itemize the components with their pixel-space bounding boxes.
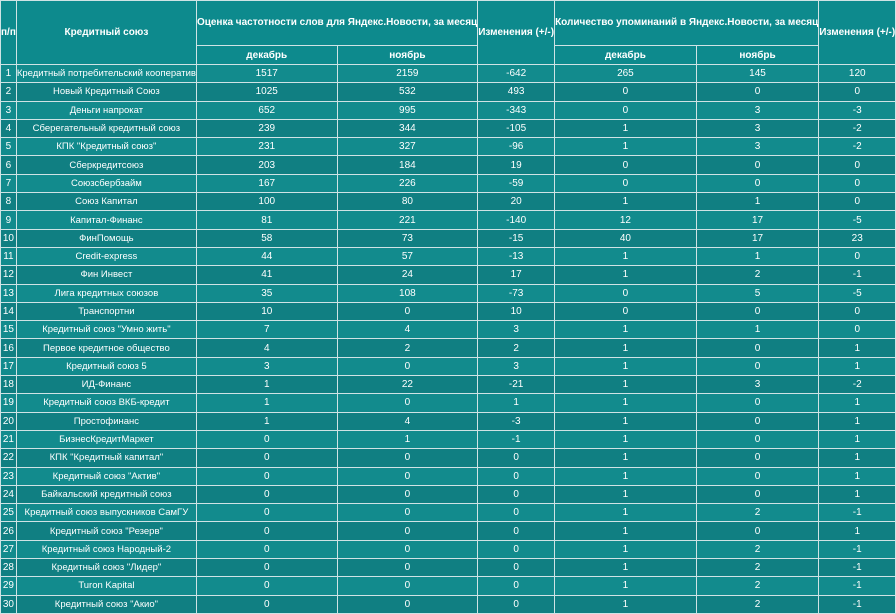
cell-freq-dec: 0 (196, 559, 337, 577)
cell-name: Простофинанс (16, 412, 196, 430)
cell-mentions-change: -2 (819, 138, 896, 156)
cell-name: Новый Кредитный Союз (16, 83, 196, 101)
cell-freq-change: 0 (478, 559, 555, 577)
cell-mentions-nov: 2 (696, 559, 819, 577)
cell-freq-nov: 22 (337, 376, 478, 394)
header-freq-group: Оценка частотности слов для Яндекс.Новости, за месяц (196, 1, 477, 46)
cell-freq-change: -96 (478, 138, 555, 156)
cell-freq-dec: 1517 (196, 65, 337, 83)
cell-freq-dec: 0 (196, 595, 337, 613)
cell-num: 4 (1, 119, 17, 137)
cell-freq-change: -73 (478, 284, 555, 302)
cell-freq-change: 20 (478, 193, 555, 211)
cell-freq-nov: 1 (337, 430, 478, 448)
cell-freq-change: 19 (478, 156, 555, 174)
cell-name: Лига кредитных союзов (16, 284, 196, 302)
table-row (1, 247, 896, 265)
cell-name: Кредитный союз "Лидер" (16, 559, 196, 577)
cell-mentions-nov: 1 (696, 321, 819, 339)
cell-name: Союз Капитал (16, 193, 196, 211)
cell-mentions-dec: 1 (555, 485, 697, 503)
cell-num: 22 (1, 449, 17, 467)
cell-mentions-nov: 0 (696, 430, 819, 448)
cell-num: 12 (1, 266, 17, 284)
cell-mentions-change: 0 (819, 321, 896, 339)
cell-freq-nov: 0 (337, 357, 478, 375)
cell-mentions-nov: 0 (696, 174, 819, 192)
cell-mentions-change: 1 (819, 412, 896, 430)
cell-name: Turon Kapital (16, 577, 196, 595)
table-body (1, 65, 896, 614)
cell-num: 19 (1, 394, 17, 412)
cell-freq-dec: 167 (196, 174, 337, 192)
cell-mentions-change: 0 (819, 193, 896, 211)
cell-freq-nov: 0 (337, 449, 478, 467)
cell-mentions-nov: 2 (696, 595, 819, 613)
cell-mentions-dec: 1 (555, 412, 697, 430)
cell-mentions-nov: 3 (696, 376, 819, 394)
cell-num: 30 (1, 595, 17, 613)
table-row (1, 394, 896, 412)
cell-name: Credit-express (16, 247, 196, 265)
cell-freq-change: -59 (478, 174, 555, 192)
cell-num: 18 (1, 376, 17, 394)
table-row (1, 376, 896, 394)
cell-name: Кредитный союз "Резерв" (16, 522, 196, 540)
cell-freq-nov: 0 (337, 467, 478, 485)
cell-freq-change: 2 (478, 339, 555, 357)
cell-freq-dec: 0 (196, 540, 337, 558)
table-row (1, 119, 896, 137)
cell-num: 29 (1, 577, 17, 595)
cell-num: 13 (1, 284, 17, 302)
cell-freq-nov: 0 (337, 577, 478, 595)
cell-mentions-nov: 3 (696, 101, 819, 119)
cell-freq-dec: 0 (196, 430, 337, 448)
cell-freq-change: -1 (478, 430, 555, 448)
cell-freq-change: 0 (478, 467, 555, 485)
cell-mentions-change: -1 (819, 540, 896, 558)
cell-freq-dec: 44 (196, 247, 337, 265)
table-row (1, 229, 896, 247)
cell-freq-change: -140 (478, 211, 555, 229)
cell-mentions-dec: 0 (555, 83, 697, 101)
cell-mentions-change: 0 (819, 156, 896, 174)
cell-num: 6 (1, 156, 17, 174)
cell-name: Байкальский кредитный союз (16, 485, 196, 503)
cell-mentions-dec: 1 (555, 193, 697, 211)
cell-mentions-nov: 3 (696, 119, 819, 137)
cell-num: 16 (1, 339, 17, 357)
cell-mentions-change: -3 (819, 101, 896, 119)
cell-mentions-change: 0 (819, 302, 896, 320)
cell-num: 5 (1, 138, 17, 156)
cell-freq-nov: 221 (337, 211, 478, 229)
table-row (1, 211, 896, 229)
cell-name: Сберкредитсоюз (16, 156, 196, 174)
cell-mentions-nov: 0 (696, 302, 819, 320)
cell-mentions-dec: 1 (555, 540, 697, 558)
cell-freq-dec: 7 (196, 321, 337, 339)
cell-freq-nov: 80 (337, 193, 478, 211)
cell-name: Капитал-Финанс (16, 211, 196, 229)
cell-mentions-dec: 1 (555, 266, 697, 284)
cell-mentions-dec: 1 (555, 357, 697, 375)
cell-mentions-dec: 265 (555, 65, 697, 83)
table-row (1, 321, 896, 339)
cell-mentions-change: 1 (819, 485, 896, 503)
cell-mentions-change: 1 (819, 522, 896, 540)
cell-name: Первое кредитное общество (16, 339, 196, 357)
cell-mentions-nov: 1 (696, 193, 819, 211)
table-row (1, 266, 896, 284)
cell-num: 15 (1, 321, 17, 339)
cell-freq-nov: 0 (337, 302, 478, 320)
cell-mentions-change: 1 (819, 339, 896, 357)
cell-mentions-dec: 40 (555, 229, 697, 247)
cell-mentions-nov: 0 (696, 412, 819, 430)
cell-mentions-nov: 145 (696, 65, 819, 83)
cell-num: 3 (1, 101, 17, 119)
table-row (1, 357, 896, 375)
cell-mentions-dec: 1 (555, 577, 697, 595)
cell-mentions-dec: 1 (555, 119, 697, 137)
cell-mentions-change: 1 (819, 357, 896, 375)
cell-mentions-change: -1 (819, 577, 896, 595)
cell-freq-change: -343 (478, 101, 555, 119)
cell-mentions-change: -1 (819, 559, 896, 577)
cell-mentions-dec: 1 (555, 430, 697, 448)
cell-num: 17 (1, 357, 17, 375)
table-row (1, 83, 896, 101)
cell-mentions-nov: 1 (696, 247, 819, 265)
cell-mentions-dec: 0 (555, 174, 697, 192)
table-row (1, 540, 896, 558)
cell-mentions-nov: 17 (696, 211, 819, 229)
cell-name: Фин Инвест (16, 266, 196, 284)
cell-freq-dec: 1 (196, 412, 337, 430)
cell-freq-dec: 1 (196, 394, 337, 412)
cell-mentions-dec: 1 (555, 467, 697, 485)
cell-freq-nov: 532 (337, 83, 478, 101)
cell-mentions-nov: 2 (696, 540, 819, 558)
cell-freq-change: 0 (478, 504, 555, 522)
header-freq-nov: ноябрь (337, 46, 478, 65)
cell-mentions-dec: 0 (555, 101, 697, 119)
header-mentions-nov: ноябрь (696, 46, 819, 65)
cell-freq-nov: 0 (337, 595, 478, 613)
cell-freq-change: 493 (478, 83, 555, 101)
cell-mentions-dec: 0 (555, 302, 697, 320)
cell-mentions-dec: 0 (555, 156, 697, 174)
cell-mentions-dec: 1 (555, 595, 697, 613)
cell-freq-change: -15 (478, 229, 555, 247)
cell-freq-nov: 24 (337, 266, 478, 284)
cell-freq-nov: 0 (337, 485, 478, 503)
cell-num: 2 (1, 83, 17, 101)
cell-freq-nov: 57 (337, 247, 478, 265)
cell-mentions-nov: 0 (696, 485, 819, 503)
cell-mentions-nov: 3 (696, 138, 819, 156)
table-row (1, 430, 896, 448)
cell-name: КПК "Кредитный капитал" (16, 449, 196, 467)
cell-num: 24 (1, 485, 17, 503)
cell-freq-change: 17 (478, 266, 555, 284)
cell-mentions-nov: 0 (696, 467, 819, 485)
cell-name: Деньги напрокат (16, 101, 196, 119)
cell-mentions-nov: 0 (696, 83, 819, 101)
cell-freq-change: 0 (478, 540, 555, 558)
cell-freq-dec: 1 (196, 376, 337, 394)
cell-freq-nov: 2159 (337, 65, 478, 83)
cell-mentions-dec: 1 (555, 339, 697, 357)
cell-freq-nov: 4 (337, 412, 478, 430)
cell-name: Союзсбербзайм (16, 174, 196, 192)
cell-mentions-nov: 0 (696, 394, 819, 412)
header-name: Кредитный союз (16, 1, 196, 65)
cell-freq-change: -13 (478, 247, 555, 265)
cell-freq-change: 10 (478, 302, 555, 320)
cell-name: Кредитный союз ВКБ-кредит (16, 394, 196, 412)
cell-freq-change: 0 (478, 449, 555, 467)
cell-freq-nov: 344 (337, 119, 478, 137)
cell-name: Кредитный союз Народный-2 (16, 540, 196, 558)
cell-mentions-dec: 12 (555, 211, 697, 229)
cell-mentions-change: -2 (819, 376, 896, 394)
cell-freq-change: -21 (478, 376, 555, 394)
cell-name: Транспортни (16, 302, 196, 320)
table-row (1, 284, 896, 302)
cell-freq-dec: 231 (196, 138, 337, 156)
cell-mentions-nov: 0 (696, 522, 819, 540)
cell-mentions-dec: 1 (555, 138, 697, 156)
table-row (1, 193, 896, 211)
cell-name: ФинПомощь (16, 229, 196, 247)
table-row (1, 522, 896, 540)
cell-freq-nov: 108 (337, 284, 478, 302)
cell-freq-dec: 652 (196, 101, 337, 119)
cell-mentions-change: 0 (819, 83, 896, 101)
cell-mentions-nov: 0 (696, 156, 819, 174)
cell-freq-dec: 35 (196, 284, 337, 302)
cell-freq-change: -642 (478, 65, 555, 83)
cell-freq-dec: 100 (196, 193, 337, 211)
cell-mentions-change: 120 (819, 65, 896, 83)
cell-freq-nov: 327 (337, 138, 478, 156)
cell-num: 1 (1, 65, 17, 83)
cell-num: 23 (1, 467, 17, 485)
cell-mentions-change: 23 (819, 229, 896, 247)
cell-mentions-change: -2 (819, 119, 896, 137)
cell-freq-change: 0 (478, 595, 555, 613)
cell-freq-nov: 0 (337, 540, 478, 558)
cell-freq-dec: 41 (196, 266, 337, 284)
cell-mentions-nov: 2 (696, 266, 819, 284)
cell-mentions-change: 1 (819, 467, 896, 485)
cell-mentions-change: 1 (819, 449, 896, 467)
cell-freq-change: -105 (478, 119, 555, 137)
cell-num: 27 (1, 540, 17, 558)
cell-name: Кредитный союз 5 (16, 357, 196, 375)
cell-num: 7 (1, 174, 17, 192)
cell-mentions-nov: 0 (696, 357, 819, 375)
cell-freq-dec: 4 (196, 339, 337, 357)
cell-mentions-change: 1 (819, 430, 896, 448)
cell-freq-nov: 995 (337, 101, 478, 119)
header-mentions-dec: декабрь (555, 46, 697, 65)
cell-mentions-dec: 1 (555, 394, 697, 412)
table-row (1, 485, 896, 503)
cell-mentions-change: -1 (819, 595, 896, 613)
header-freq-dec: декабрь (196, 46, 337, 65)
cell-freq-dec: 239 (196, 119, 337, 137)
cell-mentions-change: 1 (819, 394, 896, 412)
cell-freq-dec: 3 (196, 357, 337, 375)
table-row (1, 65, 896, 83)
cell-num: 14 (1, 302, 17, 320)
cell-mentions-change: 0 (819, 174, 896, 192)
cell-freq-nov: 184 (337, 156, 478, 174)
table-row (1, 559, 896, 577)
cell-mentions-nov: 0 (696, 339, 819, 357)
header-num: п/п (1, 1, 17, 65)
cell-freq-dec: 0 (196, 449, 337, 467)
cell-mentions-change: -5 (819, 211, 896, 229)
cell-freq-nov: 226 (337, 174, 478, 192)
cell-num: 10 (1, 229, 17, 247)
cell-freq-dec: 0 (196, 467, 337, 485)
cell-freq-nov: 0 (337, 504, 478, 522)
cell-freq-dec: 1025 (196, 83, 337, 101)
cell-name: КПК "Кредитный союз" (16, 138, 196, 156)
cell-freq-dec: 0 (196, 522, 337, 540)
table-row (1, 156, 896, 174)
cell-freq-change: 3 (478, 357, 555, 375)
cell-freq-nov: 0 (337, 559, 478, 577)
cell-freq-dec: 0 (196, 485, 337, 503)
cell-freq-dec: 58 (196, 229, 337, 247)
cell-freq-dec: 0 (196, 577, 337, 595)
cell-freq-dec: 81 (196, 211, 337, 229)
cell-mentions-nov: 0 (696, 449, 819, 467)
cell-freq-change: 0 (478, 522, 555, 540)
table-row (1, 302, 896, 320)
table-row (1, 467, 896, 485)
header-mentions-group: Количество упоминаний в Яндекс.Новости, за месяц (555, 1, 819, 46)
cell-num: 21 (1, 430, 17, 448)
cell-mentions-nov: 5 (696, 284, 819, 302)
table-row (1, 101, 896, 119)
cell-freq-nov: 0 (337, 394, 478, 412)
header-mentions-change: Изменения (+/-) (819, 1, 896, 65)
cell-freq-nov: 73 (337, 229, 478, 247)
cell-freq-change: 0 (478, 577, 555, 595)
cell-mentions-change: -1 (819, 266, 896, 284)
cell-mentions-dec: 0 (555, 284, 697, 302)
cell-num: 20 (1, 412, 17, 430)
cell-num: 28 (1, 559, 17, 577)
table-row (1, 449, 896, 467)
table-row (1, 595, 896, 613)
cell-mentions-change: 0 (819, 247, 896, 265)
cell-name: Кредитный потребительский кооператив (16, 65, 196, 83)
cell-num: 25 (1, 504, 17, 522)
cell-freq-nov: 2 (337, 339, 478, 357)
cell-mentions-dec: 1 (555, 247, 697, 265)
cell-freq-change: 0 (478, 485, 555, 503)
table-row (1, 339, 896, 357)
table-row (1, 412, 896, 430)
cell-mentions-nov: 17 (696, 229, 819, 247)
table-row (1, 577, 896, 595)
cell-freq-dec: 203 (196, 156, 337, 174)
cell-freq-change: -3 (478, 412, 555, 430)
cell-freq-nov: 4 (337, 321, 478, 339)
cell-mentions-dec: 1 (555, 321, 697, 339)
cell-freq-dec: 10 (196, 302, 337, 320)
cell-mentions-dec: 1 (555, 522, 697, 540)
cell-name: Кредитный союз "Умно жить" (16, 321, 196, 339)
cell-num: 8 (1, 193, 17, 211)
cell-mentions-dec: 1 (555, 504, 697, 522)
cell-name: Кредитный союз выпускников СамГУ (16, 504, 196, 522)
header-freq-change: Изменения (+/-) (478, 1, 555, 65)
cell-mentions-change: -1 (819, 504, 896, 522)
cell-num: 26 (1, 522, 17, 540)
table-row (1, 174, 896, 192)
cell-freq-dec: 0 (196, 504, 337, 522)
table-row (1, 504, 896, 522)
cell-mentions-change: -5 (819, 284, 896, 302)
cell-freq-nov: 0 (337, 522, 478, 540)
cell-name: БизнесКредитМаркет (16, 430, 196, 448)
cell-mentions-dec: 1 (555, 449, 697, 467)
cell-name: Кредитный союз "Актив" (16, 467, 196, 485)
cell-num: 9 (1, 211, 17, 229)
cell-freq-change: 1 (478, 394, 555, 412)
cell-mentions-nov: 2 (696, 504, 819, 522)
cell-name: Сберегательный кредитный союз (16, 119, 196, 137)
cell-mentions-dec: 1 (555, 376, 697, 394)
cell-name: Кредитный союз "Акио" (16, 595, 196, 613)
cell-freq-change: 3 (478, 321, 555, 339)
table-row (1, 138, 896, 156)
cell-mentions-nov: 2 (696, 577, 819, 595)
cell-name: ИД-Финанс (16, 376, 196, 394)
cell-num: 11 (1, 247, 17, 265)
cell-mentions-dec: 1 (555, 559, 697, 577)
